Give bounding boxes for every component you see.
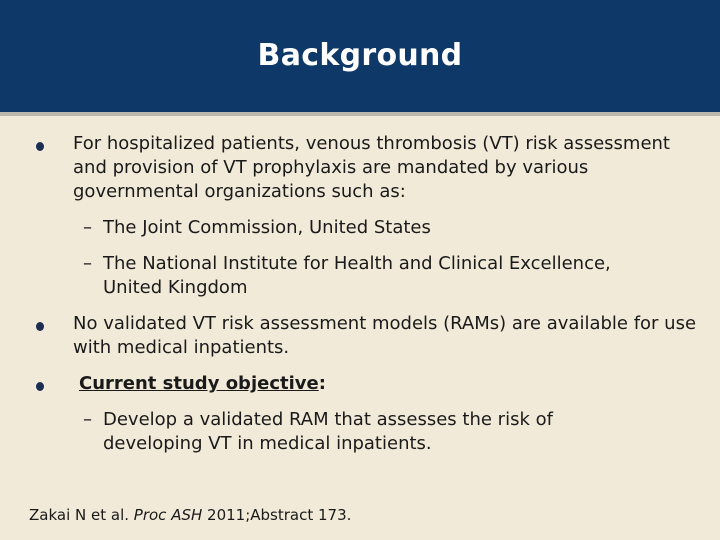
- bullet-1-sub-2-line2: United Kingdom: [103, 277, 248, 298]
- bullet-3-sub-1-line2: developing VT in medical inpatients.: [103, 433, 432, 454]
- bullet-dot-icon: [36, 382, 44, 391]
- dash-marker: –: [83, 409, 92, 430]
- citation-authors: Zakai N et al.: [29, 506, 130, 524]
- dash-marker: –: [83, 217, 92, 238]
- bullet-1-text: For hospitalized patients, venous thrombosis (VT) risk assessment and provision of VT prophylaxis are mandated by various governmental organizations such as:: [73, 133, 670, 202]
- slide-title: Background: [257, 38, 463, 73]
- bullet-1-sub-1: [83, 216, 693, 240]
- citation-journal: Proc ASH: [133, 506, 203, 524]
- citation-details: 2011;Abstract 173.: [207, 506, 352, 524]
- objective-colon: :: [318, 373, 326, 394]
- bullet-3-text: [79, 372, 709, 396]
- title-bar: [0, 0, 720, 112]
- bullet-1-sub-2: [83, 252, 693, 300]
- bullet-2-text: No validated VT risk assessment models (RAMs) are available for use with medical inpatients.: [73, 313, 697, 358]
- bullet-3-sub-1: [83, 408, 693, 456]
- bullet-3-sub-1-line1: Develop a validated RAM that assesses the risk of: [103, 409, 553, 430]
- dash-marker: –: [83, 253, 92, 274]
- title-divider: [0, 112, 720, 116]
- bullet-1-sub-2-line1: The National Institute for Health and Clinical Excellence,: [103, 253, 611, 274]
- objective-label: Current study objective: [79, 373, 319, 394]
- bullet-dot-icon: [36, 142, 44, 151]
- bullet-1-sub-1-text: The Joint Commission, United States: [103, 217, 431, 238]
- citation: [29, 505, 351, 525]
- bullet-dot-icon: [36, 322, 44, 331]
